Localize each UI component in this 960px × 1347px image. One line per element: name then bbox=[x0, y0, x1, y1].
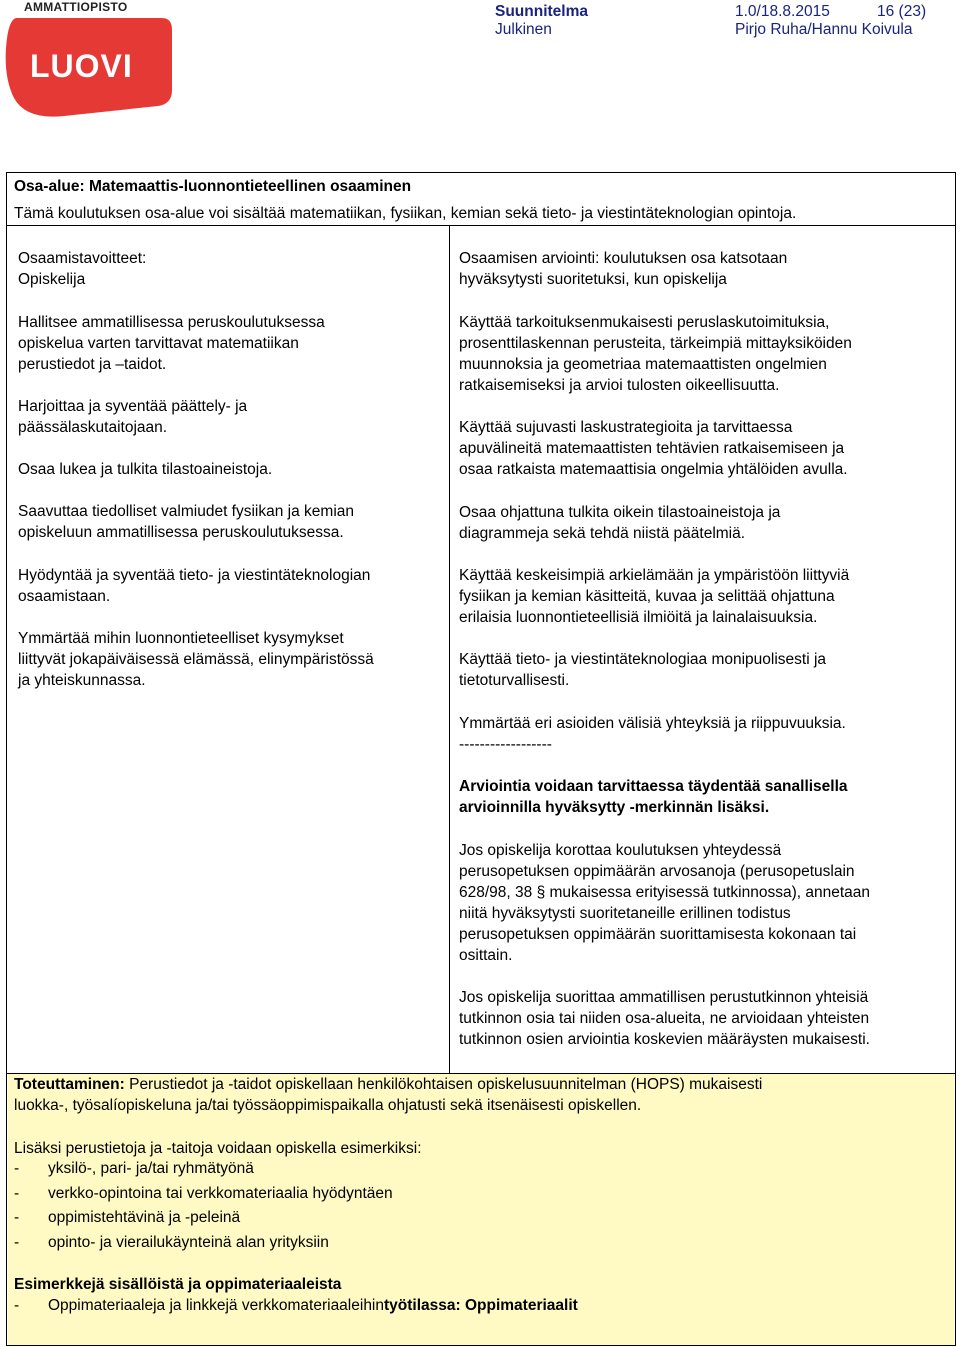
objective-4: Saavuttaa tiedolliset valmiudet fysiikan ja kemian opiskeluun ammatillisessa peruskoulutuksessa. bbox=[18, 503, 355, 541]
materials-line: - Oppimateriaaleja ja linkkejä verkkomateriaaleihin työtilassa: Oppimateriaalit bbox=[14, 1297, 578, 1314]
criteria-3: Osaa ohjattuna tulkita oikein tilastoaineistoja ja diagrammeja sekä tehdä niistä päätelmiä. bbox=[459, 504, 781, 542]
implementation-label: Toteuttaminen: bbox=[14, 1076, 125, 1093]
logo-title: AMMATTIOPISTO bbox=[24, 0, 128, 14]
criteria-1: Käyttää tarkoituksenmukaisesti peruslaskutoimituksia, prosenttilaskennan perusteita, tärkeimpiä mittayksiköiden muunnoksia ja geometriaa matemaattisten ongelmien ratkaisemiseksi ja arvioi tulosten oikeellisuutta. bbox=[459, 314, 852, 394]
list-item: - opinto- ja vierailukäynteinä alan yrityksiin bbox=[14, 1233, 329, 1251]
criteria-4: Käyttää keskeisimpiä arkielämään ja ympäristöön liittyviä fysiikan ja kemian käsitteitä, kuvaa ja selittää ohjattuna erilaisia luonnontieteellisiä ilmiöitä ja lainalaisuuksia. bbox=[459, 567, 850, 626]
study-methods-list bbox=[14, 1157, 393, 1255]
objective-5: Hyödyntää ja syventää tieto- ja viestintäteknologian osaamistaan. bbox=[18, 567, 371, 605]
examples-heading: Esimerkkejä sisällöistä ja oppimateriaaleista bbox=[14, 1276, 342, 1293]
objective-1: Hallitsee ammatillisessa peruskoulutuksessa opiskelua varten tarvittavat matematiikan perustiedot ja –taidot. bbox=[18, 314, 325, 373]
objective-6: Ymmärtää mihin luonnontieteelliset kysymykset liittyvät jokapäiväisessä elämässä, elinympäristössä ja yhteiskunnassa. bbox=[18, 630, 374, 689]
authors: Pirjo Ruha/Hannu Koivula bbox=[735, 21, 913, 38]
materials-link[interactable]: työtilassa: Oppimateriaalit bbox=[384, 1297, 578, 1314]
list-item: - yksilö-, pari- ja/tai ryhmätyönä bbox=[14, 1160, 254, 1177]
implementation-text: Toteuttaminen: Perustiedot ja -taidot opiskellaan henkilökohtaisen opiskelusuunnitelman (HOPS) mukaisesti luokka-, työsalíopiskeluna ja/tai työssäoppimispaikalla ohjatusti sekä itsenäisesti opiskellen. bbox=[14, 1076, 763, 1114]
criteria-5: Käyttää tieto- ja viestintäteknologiaa monipuolisesti ja tietoturvallisesti. bbox=[459, 651, 827, 689]
visibility: Julkinen bbox=[495, 21, 552, 38]
list-item: - verkko-opintoina tai verkkomateriaalia hyödyntäen bbox=[14, 1184, 393, 1202]
assessment-note: Arviointia voidaan tarvittaessa täydentää sanallisella arvioinnilla hyväksytty -merkinnän lisäksi. bbox=[459, 778, 848, 816]
objective-2: Harjoittaa ja syventää päättely- ja päässälaskutaitojaan. bbox=[18, 398, 248, 436]
doc-title: Suunnitelma bbox=[495, 3, 589, 20]
section-title: Osa-alue: Matemaattis-luonnontieteellinen osaaminen bbox=[14, 178, 412, 195]
paragraph-basic-education: Jos opiskelija korottaa koulutuksen yhteydessä perusopetuksen oppimäärän arvosanoja (perusopetuslain 628/98, 38 § mukaisessa erityisessä tutkinnossa), annetaan niitä hyväksytysti suoritetaneille erillinen todistus perusopetuksen oppimäärän suorittamisesta kokonaan tai osittain. bbox=[459, 842, 870, 964]
examples-intro: Lisäksi perustietoja ja -taitoja voidaan opiskella esimerkiksi: bbox=[14, 1140, 422, 1157]
criteria-2: Käyttää sujuvasti laskustrategioita ja tarvittaessa apuvälineitä matemaattisten tehtävien ratkaisemiseen ja osaa ratkaista matemaattisia ongelmia yhtälöiden avulla. bbox=[459, 419, 848, 478]
right-heading: Osaamisen arviointi: koulutuksen osa katsotaan bbox=[459, 250, 788, 267]
logo-brand: LUOVI bbox=[30, 48, 133, 84]
right-subheading: hyväksytysti suoritetuksi, kun opiskelija bbox=[459, 271, 727, 288]
left-heading: Osaamistavoitteet: bbox=[18, 250, 147, 267]
criteria-6: Ymmärtää eri asioiden välisiä yhteyksiä ja riippuvuuksia. ------------------ bbox=[459, 715, 846, 753]
page-number: 16 (23) bbox=[877, 3, 927, 20]
doc-version: 1.0/18.8.2015 bbox=[735, 3, 830, 20]
column-divider bbox=[449, 225, 450, 1073]
divider bbox=[6, 225, 956, 226]
objective-3: Osaa lukea ja tulkita tilastoaineistoja. bbox=[18, 461, 273, 478]
list-item: - oppimistehtävinä ja -peleinä bbox=[14, 1209, 241, 1226]
section-description: Tämä koulutuksen osa-alue voi sisältää matematiikan, fysiikan, kemian sekä tieto- ja viestintäteknologian opintoja. bbox=[14, 205, 797, 222]
left-subheading: Opiskelija bbox=[18, 271, 86, 288]
logo bbox=[0, 0, 190, 120]
paragraph-common-units: Jos opiskelija suorittaa ammatillisen perustutkinnon yhteisiä tutkinnon osia tai niiden osa-alueita, ne arvioidaan yhteisten tutkinnon osien arviointia koskevien määräysten mukaisesti. bbox=[459, 989, 870, 1048]
